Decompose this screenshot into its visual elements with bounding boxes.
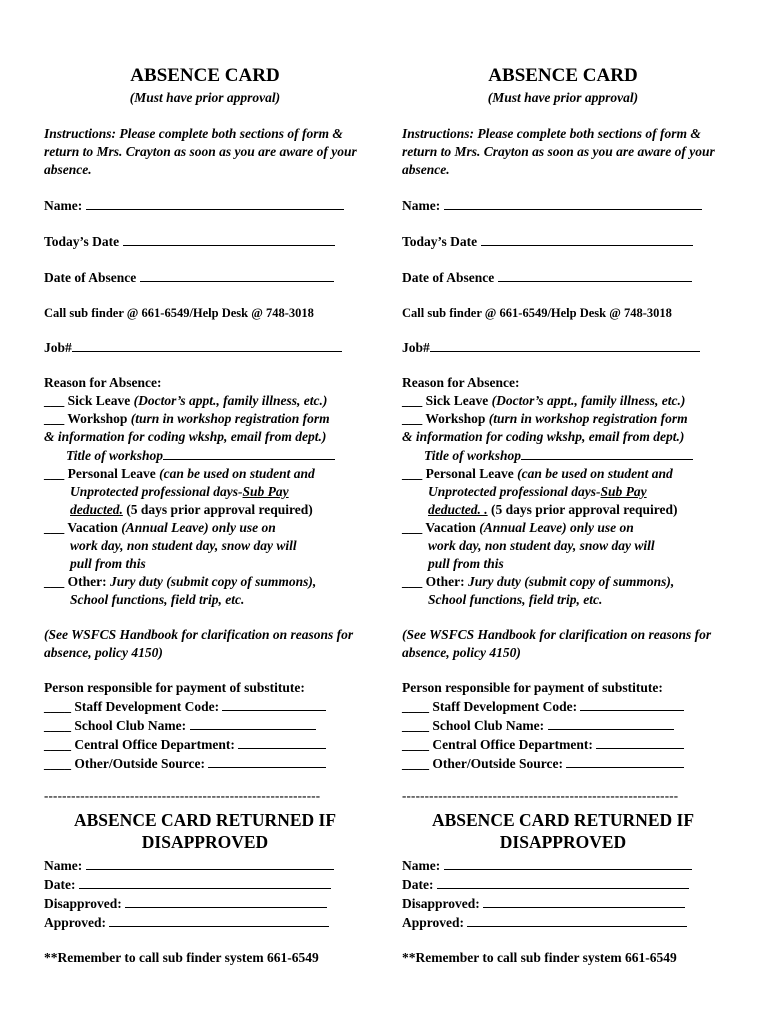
central-office-option[interactable] (402, 735, 724, 754)
remember-note: **Remember to call sub finder system 661-6549 (44, 950, 319, 965)
school-club-option[interactable] (402, 716, 724, 735)
reason-heading: Reason for Absence: (402, 375, 520, 390)
disapproved-label: Disapproved: (44, 896, 122, 911)
school-club-blank[interactable] (190, 716, 316, 730)
staff-development-option[interactable] (44, 697, 366, 716)
returned-title (44, 809, 366, 853)
todays-date-field[interactable] (44, 232, 366, 251)
returned-name-label: Name: (402, 858, 441, 873)
deducted-text: deducted. (70, 502, 123, 517)
workshop-title-blank[interactable] (163, 446, 335, 460)
outside-source-blank[interactable] (208, 754, 326, 768)
personal-leave-note-3 (402, 501, 724, 519)
date-of-absence-blank[interactable] (498, 268, 692, 282)
job-number-label: Job# (402, 340, 430, 355)
date-of-absence-field[interactable] (402, 268, 724, 287)
workshop-title-field[interactable] (402, 446, 724, 465)
disapproved-blank[interactable] (483, 894, 685, 908)
name-blank[interactable] (444, 196, 702, 210)
absence-card-left (44, 64, 366, 967)
personal-leave-note-3 (44, 501, 366, 519)
instructions-text: Instructions: Please complete both sections of form & return to Mrs. Crayton as soon as you are aware of your absence. (44, 126, 357, 177)
card-title: ABSENCE CARD (488, 65, 638, 86)
workshop-option[interactable] (402, 410, 724, 428)
job-number-field[interactable] (44, 338, 366, 357)
card-title: ABSENCE CARD (130, 65, 280, 86)
returned-date-field[interactable] (402, 875, 724, 894)
school-club-label: ____ School Club Name: (402, 718, 545, 733)
payment-heading: Person responsible for payment of substitute: (402, 680, 663, 695)
vacation-note: (Annual Leave) only use on (479, 520, 634, 535)
handbook-note: (See WSFCS Handbook for clarification on reasons for absence, policy 4150) (44, 627, 354, 660)
payment-responsibility-section (44, 679, 366, 773)
handbook-note: (See WSFCS Handbook for clarification on reasons for absence, policy 4150) (402, 627, 712, 660)
outside-source-option[interactable] (44, 754, 366, 773)
unprotected-days-text: Unprotected professional days- (428, 484, 601, 499)
job-number-blank[interactable] (72, 338, 342, 352)
outside-source-blank[interactable] (566, 754, 684, 768)
returned-title-line-2: DISAPPROVED (141, 832, 269, 852)
cut-line-divider: ------------------------------------------------------------- (44, 789, 321, 803)
workshop-note: (turn in workshop registration form (488, 411, 688, 426)
reason-for-absence-section (44, 374, 366, 609)
other-label: ___ Other: (44, 574, 107, 589)
other-note: Jury duty (submit copy of summons), (467, 574, 675, 589)
returned-name-label: Name: (44, 858, 83, 873)
unprotected-days-text: Unprotected professional days- (70, 484, 243, 499)
sick-leave-label: ___ Sick Leave (402, 393, 489, 408)
personal-leave-label: ___ Personal Leave (44, 466, 156, 481)
deducted-text: deducted. . (428, 502, 488, 517)
other-note-2: School functions, field trip, etc. (428, 592, 603, 607)
personal-leave-note: (can be used on student and (159, 466, 315, 481)
personal-leave-note: (can be used on student and (517, 466, 673, 481)
personal-leave-option[interactable] (402, 465, 724, 483)
returned-title-line-2: DISAPPROVED (499, 832, 627, 852)
card-subtitle: (Must have prior approval) (487, 90, 639, 105)
call-sub-finder-line: Call sub finder @ 661-6549/Help Desk @ 748-3018 (402, 306, 672, 320)
vacation-label: ___ Vacation (402, 520, 476, 535)
call-sub-finder-line: Call sub finder @ 661-6549/Help Desk @ 748-3018 (44, 306, 314, 320)
instructions-text: Instructions: Please complete both sections of form & return to Mrs. Crayton as soon as you are aware of your absence. (402, 126, 715, 177)
prior-approval-rule: (5 days prior approval required) (126, 502, 313, 517)
sick-leave-option[interactable] (44, 392, 366, 410)
returned-date-label: Date: (402, 877, 434, 892)
central-office-label: ____ Central Office Department: (44, 737, 235, 752)
workshop-note-2: & information for coding wkshp, email from dept.) (44, 429, 327, 444)
outside-source-option[interactable] (402, 754, 724, 773)
name-field[interactable] (402, 196, 724, 215)
sick-leave-label: ___ Sick Leave (44, 393, 131, 408)
sick-leave-option[interactable] (402, 392, 724, 410)
staff-development-label: ____ Staff Development Code: (402, 699, 578, 714)
vacation-note-3: pull from this (428, 556, 504, 571)
payment-heading: Person responsible for payment of substitute: (44, 680, 305, 695)
central-office-blank[interactable] (596, 735, 684, 749)
reason-for-absence-section (402, 374, 724, 609)
todays-date-field[interactable] (402, 232, 724, 251)
returned-date-field[interactable] (44, 875, 366, 894)
workshop-label: ___ Workshop (402, 411, 486, 426)
school-club-blank[interactable] (548, 716, 674, 730)
name-field[interactable] (44, 196, 366, 215)
date-of-absence-field[interactable] (44, 268, 366, 287)
name-label: Name: (44, 198, 83, 213)
payment-responsibility-section (402, 679, 724, 773)
workshop-title-field[interactable] (44, 446, 366, 465)
outside-source-label: ____ Other/Outside Source: (402, 756, 563, 771)
workshop-note: (turn in workshop registration form (130, 411, 330, 426)
staff-development-label: ____ Staff Development Code: (44, 699, 220, 714)
approved-blank[interactable] (467, 913, 687, 927)
returned-date-blank[interactable] (79, 875, 331, 889)
returned-fields (402, 856, 724, 932)
sub-pay-text: Sub Pay (242, 484, 289, 499)
personal-leave-note-2 (402, 483, 724, 501)
todays-date-blank[interactable] (481, 232, 693, 246)
todays-date-blank[interactable] (123, 232, 335, 246)
workshop-title-label: Title of workshop (66, 448, 164, 463)
approved-field[interactable] (44, 913, 366, 932)
returned-fields (44, 856, 366, 932)
returned-title-line-1: ABSENCE CARD RETURNED IF (73, 810, 337, 830)
name-label: Name: (402, 198, 441, 213)
disapproved-label: Disapproved: (402, 896, 480, 911)
school-club-label: ____ School Club Name: (44, 718, 187, 733)
other-label: ___ Other: (402, 574, 465, 589)
central-office-option[interactable] (44, 735, 366, 754)
other-option[interactable] (44, 573, 366, 591)
approved-blank[interactable] (109, 913, 329, 927)
central-office-label: ____ Central Office Department: (402, 737, 593, 752)
sick-leave-note: (Doctor’s appt., family illness, etc.) (491, 393, 686, 408)
workshop-label: ___ Workshop (44, 411, 128, 426)
job-number-field[interactable] (402, 338, 724, 357)
disapproved-blank[interactable] (125, 894, 327, 908)
absence-card-right (402, 64, 724, 967)
staff-development-option[interactable] (402, 697, 724, 716)
vacation-note-3: pull from this (70, 556, 146, 571)
staff-development-blank[interactable] (580, 697, 684, 711)
returned-name-blank[interactable] (86, 856, 334, 870)
returned-date-blank[interactable] (437, 875, 689, 889)
vacation-note: (Annual Leave) only use on (121, 520, 276, 535)
date-of-absence-blank[interactable] (140, 268, 334, 282)
school-club-option[interactable] (44, 716, 366, 735)
personal-leave-label: ___ Personal Leave (402, 466, 514, 481)
todays-date-label: Today’s Date (402, 234, 478, 249)
reason-heading: Reason for Absence: (44, 375, 162, 390)
returned-date-label: Date: (44, 877, 76, 892)
date-of-absence-label: Date of Absence (44, 270, 137, 285)
sub-pay-text: Sub Pay (600, 484, 647, 499)
vacation-label: ___ Vacation (44, 520, 118, 535)
personal-leave-note-2 (44, 483, 366, 501)
job-number-label: Job# (44, 340, 72, 355)
staff-development-blank[interactable] (222, 697, 326, 711)
vacation-note-2: work day, non student day, snow day will (70, 538, 297, 553)
workshop-option[interactable] (44, 410, 366, 428)
personal-leave-option[interactable] (44, 465, 366, 483)
returned-title-line-1: ABSENCE CARD RETURNED IF (431, 810, 695, 830)
job-number-blank[interactable] (430, 338, 700, 352)
approved-label: Approved: (44, 915, 107, 930)
other-note: Jury duty (submit copy of summons), (109, 574, 317, 589)
workshop-title-blank[interactable] (521, 446, 693, 460)
returned-title (402, 809, 724, 853)
prior-approval-rule: (5 days prior approval required) (491, 502, 678, 517)
approved-label: Approved: (402, 915, 465, 930)
returned-name-field[interactable] (402, 856, 724, 875)
vacation-note-2: work day, non student day, snow day will (428, 538, 655, 553)
returned-name-field[interactable] (44, 856, 366, 875)
workshop-note-2: & information for coding wkshp, email from dept.) (402, 429, 685, 444)
disapproved-field[interactable] (402, 894, 724, 913)
workshop-title-label: Title of workshop (424, 448, 522, 463)
central-office-blank[interactable] (238, 735, 326, 749)
returned-name-blank[interactable] (444, 856, 692, 870)
date-of-absence-label: Date of Absence (402, 270, 495, 285)
card-subtitle: (Must have prior approval) (129, 90, 281, 105)
other-option[interactable] (402, 573, 724, 591)
approved-field[interactable] (402, 913, 724, 932)
cut-line-divider: ------------------------------------------------------------- (402, 789, 679, 803)
disapproved-field[interactable] (44, 894, 366, 913)
sick-leave-note: (Doctor’s appt., family illness, etc.) (133, 393, 328, 408)
other-note-2: School functions, field trip, etc. (70, 592, 245, 607)
remember-note: **Remember to call sub finder system 661-6549 (402, 950, 677, 965)
name-blank[interactable] (86, 196, 344, 210)
vacation-option[interactable] (44, 519, 366, 537)
todays-date-label: Today’s Date (44, 234, 120, 249)
vacation-option[interactable] (402, 519, 724, 537)
outside-source-label: ____ Other/Outside Source: (44, 756, 205, 771)
